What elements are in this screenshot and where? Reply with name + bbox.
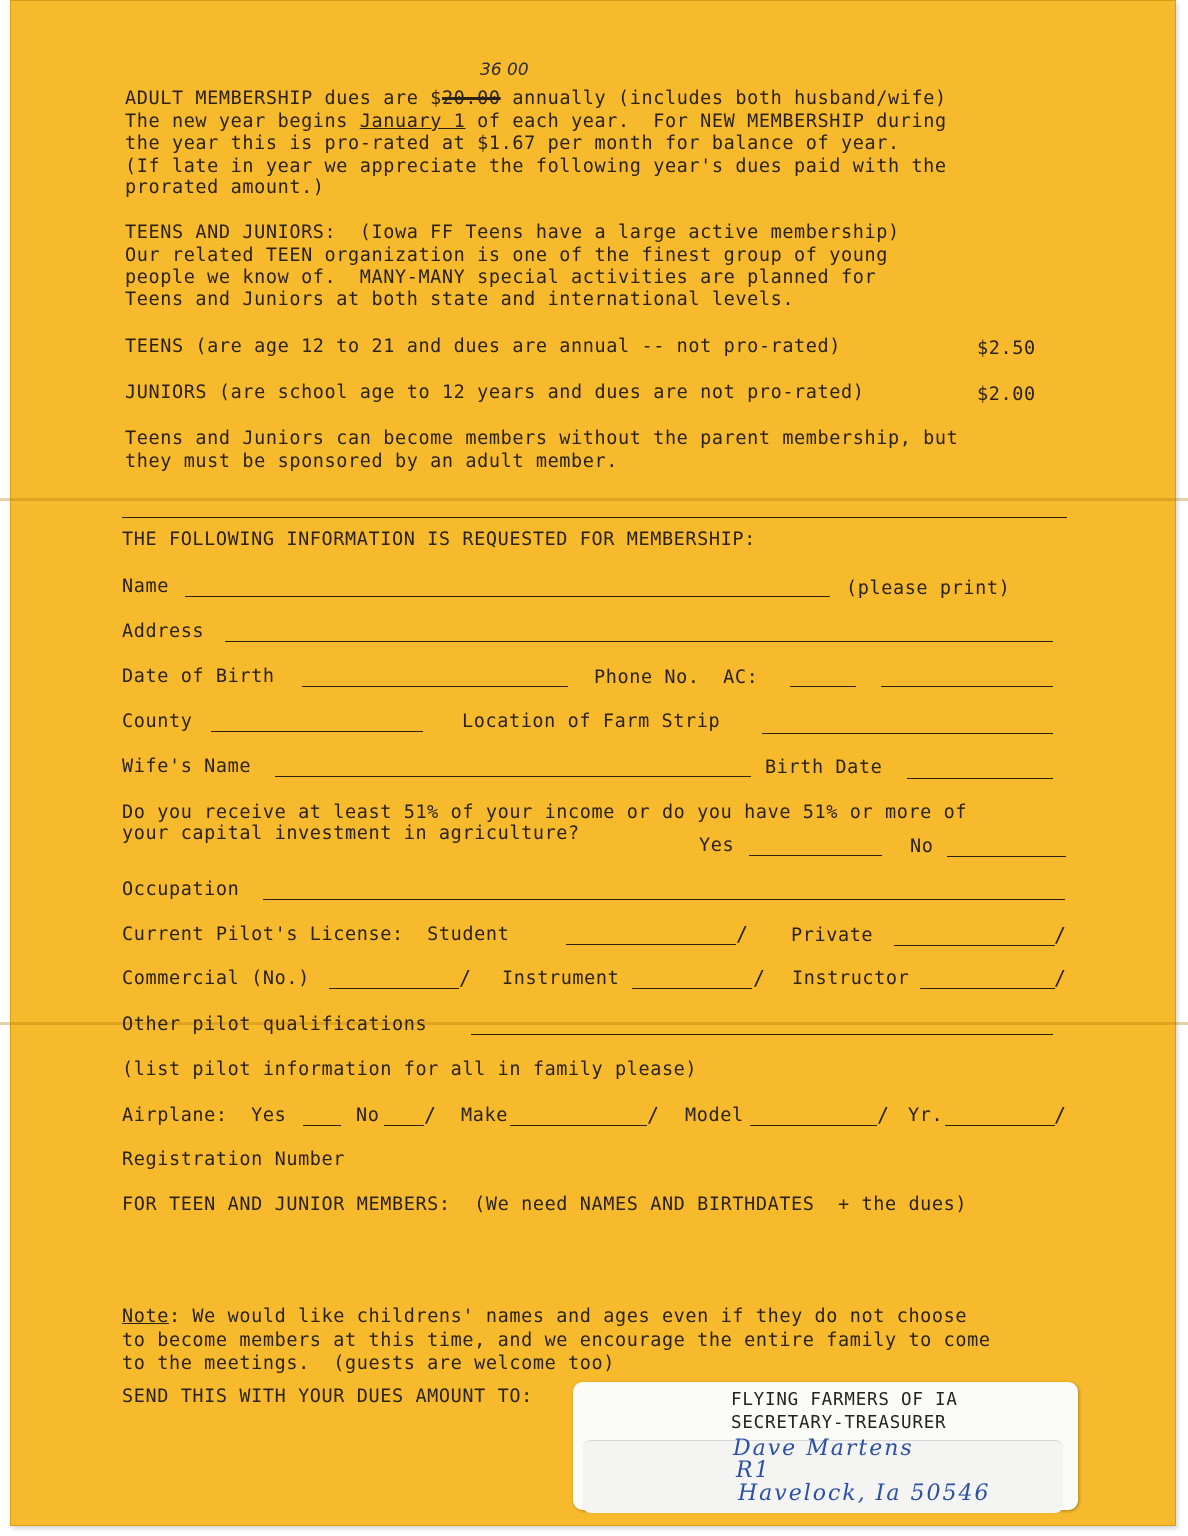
section-divider [122, 517, 1067, 518]
juniors-dues-price: $2.00 [977, 384, 1036, 405]
send-to-label: SEND THIS WITH YOUR DUES AMOUNT TO: [122, 1386, 533, 1407]
private-field[interactable] [894, 945, 1055, 946]
dob-label: Date of Birth [122, 666, 275, 687]
label-org-name: FLYING FARMERS OF IA [731, 1390, 958, 1410]
teens-text: people we know of. MANY-MANY special activities are planned for [125, 267, 877, 288]
make-label: Make [461, 1105, 508, 1126]
adult-dues-line: ADULT MEMBERSHIP dues are $20.00 annually (includes both husband/wife) [125, 88, 947, 109]
airplane-no-label: No [356, 1105, 380, 1126]
address-label: Address [122, 621, 205, 642]
separator-slash: / [1054, 1103, 1067, 1127]
separator-slash: / [753, 966, 766, 990]
prorate-line: the year this is pro-rated at $1.67 per month for balance of year. [125, 133, 900, 154]
footer-note: to the meetings. (guests are welcome too) [122, 1353, 615, 1374]
commercial-field[interactable] [329, 988, 459, 989]
instructor-field[interactable] [920, 988, 1055, 989]
registration-label: Registration Number [122, 1149, 346, 1170]
county-field[interactable] [211, 731, 423, 732]
separator-slash: / [424, 1103, 437, 1127]
county-label: County [122, 711, 193, 732]
teens-text: Teens and Juniors at both state and international levels. [125, 289, 795, 310]
form-heading: THE FOLLOWING INFORMATION IS REQUESTED FOR MEMBERSHIP: [122, 529, 756, 550]
new-year-line: The new year begins January 1 of each year. For NEW MEMBERSHIP during [125, 111, 947, 132]
instrument-label: Instrument [502, 968, 620, 989]
old-amount: 20.00 [441, 88, 501, 109]
handwritten-amount: 36 00 [480, 60, 529, 80]
name-label: Name [122, 576, 169, 597]
juniors-dues-text: JUNIORS (are school age to 12 years and dues are not pro-rated) [125, 382, 865, 403]
no-label: No [910, 836, 934, 857]
handwritten-route: R1 [736, 1458, 771, 1483]
teens-juniors-heading: TEENS AND JUNIORS: (Iowa FF Teens have a large active membership) [125, 222, 900, 243]
other-qualifications-field[interactable] [471, 1034, 1053, 1035]
model-label: Model [685, 1105, 744, 1126]
separator-slash: / [1054, 923, 1067, 947]
birth-date-label: Birth Date [765, 757, 883, 778]
wife-name-field[interactable] [275, 776, 751, 777]
sponsor-note: Teens and Juniors can become members without the parent membership, but [125, 428, 959, 449]
separator-slash: / [736, 922, 749, 946]
private-label: Private [791, 925, 874, 946]
name-field[interactable] [185, 596, 830, 597]
footer-note: Note: We would like childrens' names and ages even if they do not choose [122, 1306, 968, 1327]
other-qualifications-label: Other pilot qualifications [122, 1014, 428, 1035]
airplane-yes-field[interactable] [303, 1125, 341, 1126]
instrument-field[interactable] [632, 988, 752, 989]
year-label: Yr. [908, 1105, 944, 1126]
area-code-field[interactable] [790, 686, 856, 687]
student-field[interactable] [566, 944, 736, 945]
handwritten-city: Havelock, Ia 50546 [738, 1481, 991, 1506]
label-title: SECRETARY-TREASURER [731, 1413, 947, 1433]
list-pilot-note: (list pilot information for all in family please) [122, 1059, 698, 1080]
farm-strip-field[interactable] [762, 733, 1053, 734]
airplane-no-field[interactable] [384, 1125, 424, 1126]
occupation-field[interactable] [263, 899, 1065, 900]
teen-junior-heading: FOR TEEN AND JUNIOR MEMBERS: (We need NAMES AND BIRTHDATES + the dues) [122, 1194, 968, 1215]
phone-field[interactable] [881, 686, 1053, 687]
airplane-label: Airplane: Yes [122, 1105, 287, 1126]
farm-strip-label: Location of Farm Strip [462, 711, 721, 732]
please-print-label: (please print) [846, 578, 1011, 599]
teens-dues-price: $2.50 [977, 338, 1036, 359]
instructor-label: Instructor [792, 968, 910, 989]
income-no-field[interactable] [947, 856, 1066, 857]
year-field[interactable] [945, 1125, 1055, 1126]
dob-field[interactable] [302, 686, 568, 687]
yes-label: Yes [699, 835, 735, 856]
occupation-label: Occupation [122, 879, 240, 900]
fold-line [0, 498, 1188, 501]
teens-text: Our related TEEN organization is one of the finest group of young [125, 245, 888, 266]
late-year-line: (If late in year we appreciate the following year's dues paid with the [125, 156, 947, 177]
make-field[interactable] [510, 1125, 647, 1126]
teens-dues-text: TEENS (are age 12 to 21 and dues are annual -- not pro-rated) [125, 336, 842, 357]
phone-label: Phone No. AC: [594, 667, 759, 688]
income-yes-field[interactable] [749, 855, 882, 856]
handwritten-name: Dave Martens [733, 1436, 914, 1461]
pilot-license-label: Current Pilot's License: Student [122, 924, 510, 945]
wife-name-label: Wife's Name [122, 756, 252, 777]
separator-slash: / [459, 966, 472, 990]
prorated-amount-line: prorated amount.) [125, 177, 325, 198]
separator-slash: / [1054, 966, 1067, 990]
separator-slash: / [647, 1103, 660, 1127]
income-question: Do you receive at least 51% of your income or do you have 51% or more of [122, 802, 968, 823]
commercial-label: Commercial (No.) [122, 968, 310, 989]
footer-note: to become members at this time, and we encourage the entire family to come [122, 1330, 991, 1351]
sponsor-note: they must be sponsored by an adult member. [125, 451, 618, 472]
separator-slash: / [877, 1103, 890, 1127]
address-field[interactable] [225, 641, 1053, 642]
income-question: your capital investment in agriculture? [122, 823, 580, 844]
model-field[interactable] [750, 1125, 877, 1126]
birth-date-field[interactable] [907, 778, 1053, 779]
